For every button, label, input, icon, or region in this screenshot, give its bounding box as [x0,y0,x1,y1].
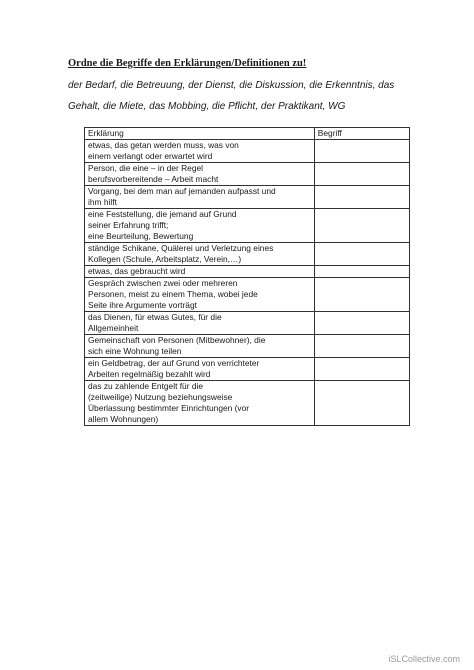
answer-cell[interactable] [314,163,409,186]
table-row [85,278,410,312]
definition-cell: Gemeinschaft von Personen (Mitbewohner), die sich eine Wohnung teilen [85,335,315,358]
definition-cell: etwas, das getan werden muss, was von einem verlangt oder erwartet wird [85,140,315,163]
definition-cell: etwas, das gebraucht wird [85,266,315,278]
answer-cell[interactable] [314,243,409,266]
definition-cell: Gespräch zwischen zwei oder mehreren Personen, meist zu einem Thema, wobei jede Seite ihre Argumente vorträgt [85,278,315,312]
table-row [85,312,410,335]
answer-cell[interactable] [314,140,409,163]
definition-cell: das Dienen, für etwas Gutes, für die Allgemeinheit [85,312,315,335]
word-bank-line-1: der Bedarf, die Betreuung, der Dienst, die Diskussion, die Erkenntnis, das [68,80,395,91]
table-row [85,209,410,243]
definition-cell: eine Feststellung, die jemand auf Grund seiner Erfahrung trifft; eine Beurteilung, Bewertung [85,209,315,243]
word-bank-line-2: Gehalt, die Miete, das Mobbing, die Pflicht, der Praktikant, WG [68,101,346,112]
table-row [85,163,410,186]
table-row [85,186,410,209]
answer-cell[interactable] [314,278,409,312]
answer-cell[interactable] [314,186,409,209]
header-begriff: Begriff [314,128,409,140]
definition-cell: ständige Schikane, Quälerei und Verletzung eines Kollegen (Schule, Arbeitsplatz, Verein,…) [85,243,315,266]
answer-cell[interactable] [314,209,409,243]
answer-cell[interactable] [314,266,409,278]
table-row [85,243,410,266]
site-watermark: iSLCollective.com [388,654,460,664]
answer-cell[interactable] [314,381,409,426]
table-row [85,381,410,426]
table-row [85,358,410,381]
table-row [85,266,410,278]
answer-cell[interactable] [314,335,409,358]
answer-cell[interactable] [314,312,409,335]
worksheet-title: Ordne die Begriffe den Erklärungen/Definitionen zu! [68,58,307,69]
matching-table [84,127,410,426]
answer-cell[interactable] [314,358,409,381]
definition-cell: das zu zahlende Entgelt für die (zeitweilige) Nutzung beziehungsweise Überlassung bestimmter Einrichtungen (vor allem Wohnungen) [85,381,315,426]
table-row [85,335,410,358]
table-row [85,140,410,163]
definition-cell: Person, die eine – in der Regel berufsvorbereitende – Arbeit macht [85,163,315,186]
table-header-row [85,128,410,140]
definition-cell: ein Geldbetrag, der auf Grund von verrichteter Arbeiten regelmäßig bezahlt wird [85,358,315,381]
header-erklaerung: Erklärung [85,128,315,140]
definition-cell: Vorgang, bei dem man auf jemanden aufpasst und ihm hilft [85,186,315,209]
